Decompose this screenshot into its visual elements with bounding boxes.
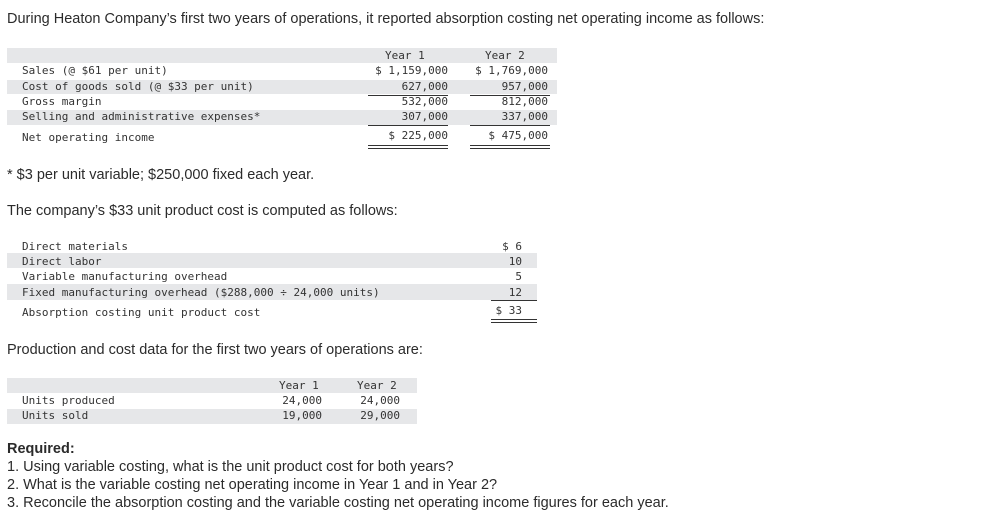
production-header-year2: Year 2 [357, 379, 397, 392]
footnote: * $3 per unit variable; $250,000 fixed each year. [7, 167, 315, 183]
underline [368, 125, 448, 126]
unit-cost-intro: The company’s $33 unit product cost is computed as follows: [7, 203, 398, 219]
header-shade [7, 378, 417, 393]
income-row-year1: 307,000 [401, 110, 448, 123]
required-item-1: 1. Using variable costing, what is the unit product cost for both years? [7, 459, 454, 475]
income-row-year1: 627,000 [401, 80, 448, 93]
underline [491, 300, 537, 301]
required-item-2: 2. What is the variable costing net operating income in Year 1 and in Year 2? [7, 477, 498, 493]
production-intro: Production and cost data for the first two years of operations are: [7, 342, 423, 358]
income-row-year2: $ 475,000 [488, 129, 548, 142]
production-row-year2: 29,000 [360, 409, 400, 422]
cost-row-label: Fixed manufacturing overhead ($288,000 ÷ 24,000 units) [22, 286, 380, 299]
production-row-year1: 19,000 [282, 409, 322, 422]
cost-row-value: $ 6 [502, 240, 522, 253]
income-row-label: Selling and administrative expenses* [22, 110, 261, 123]
underline [470, 125, 550, 126]
production-row-year1: 24,000 [282, 394, 322, 407]
header-shade [7, 48, 557, 63]
income-row-label: Net operating income [22, 131, 155, 144]
double-underline [368, 145, 448, 146]
income-row-year1: $ 225,000 [388, 129, 448, 142]
income-header-year1: Year 1 [385, 49, 425, 62]
intro-text: During Heaton Company’s first two years of operations, it reported absorption costing net operating income as follows: [7, 11, 765, 27]
income-row-label: Sales (@ $61 per unit) [22, 64, 168, 77]
cost-row-label: Absorption costing unit product cost [22, 306, 261, 319]
income-row-year2: 957,000 [501, 80, 548, 93]
income-row-year2: 337,000 [501, 110, 548, 123]
income-row-year1: 532,000 [401, 95, 448, 108]
cost-row-label: Direct labor [22, 255, 102, 268]
double-underline [470, 148, 550, 149]
cost-row-label: Direct materials [22, 240, 128, 253]
income-header-year2: Year 2 [485, 49, 525, 62]
cost-row-value: 5 [515, 270, 522, 283]
income-row-label: Cost of goods sold (@ $33 per unit) [22, 80, 254, 93]
cost-row-value: 12 [508, 286, 522, 299]
production-header-year1: Year 1 [279, 379, 319, 392]
production-row-label: Units sold [22, 409, 89, 422]
cost-row-value: $ 33 [495, 304, 522, 317]
double-underline [491, 319, 537, 320]
income-row-year2: $ 1,769,000 [475, 64, 548, 77]
income-row-year1: $ 1,159,000 [375, 64, 448, 77]
required-title: Required: [7, 441, 75, 457]
income-row-label: Gross margin [22, 95, 102, 108]
double-underline [368, 148, 448, 149]
production-row-label: Units produced [22, 394, 115, 407]
income-row-year2: 812,000 [501, 95, 548, 108]
double-underline [470, 145, 550, 146]
double-underline [491, 322, 537, 323]
production-row-year2: 24,000 [360, 394, 400, 407]
cost-row-label: Variable manufacturing overhead [22, 270, 228, 283]
required-item-3: 3. Reconcile the absorption costing and the variable costing net operating income figures for each year. [7, 495, 669, 511]
cost-row-value: 10 [508, 255, 522, 268]
